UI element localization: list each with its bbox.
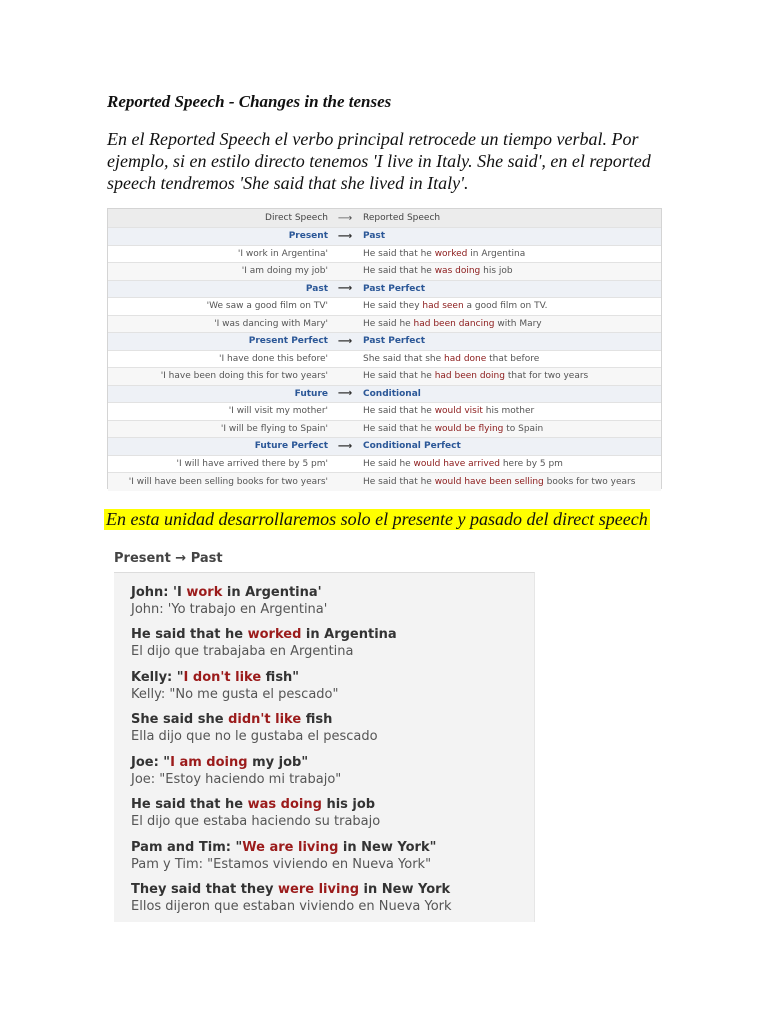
text-part: He said that he (131, 797, 248, 812)
spanish-translation: El dijo que estaba haciendo su trabajo (131, 814, 381, 829)
english-sentence (131, 669, 338, 686)
text-part: his job (480, 266, 513, 277)
verb-highlight: were living (278, 882, 359, 897)
direct-speech-cell: 'I have done this before' (219, 353, 328, 364)
verb-highlight: worked (247, 627, 302, 642)
verb-highlight: We are living (242, 840, 339, 855)
text-part: my job" (247, 755, 309, 770)
text-part: He said that he (131, 627, 248, 642)
arrow-icon: ⟶ (337, 283, 353, 295)
spanish-translation: Kelly: "No me gusta el pescado" (131, 687, 339, 702)
example-item (131, 669, 338, 703)
text-part: a good film on TV. (463, 301, 548, 312)
text-part: John: 'I (131, 585, 187, 600)
text-part: fish" (261, 670, 300, 685)
table-category-row (108, 281, 661, 299)
english-sentence (131, 796, 380, 813)
text-part: his mother (482, 406, 535, 417)
category-reported: Conditional (363, 388, 421, 399)
header-reported-speech: Reported Speech (363, 213, 441, 223)
direct-speech-cell: 'I work in Argentina' (237, 248, 328, 259)
reported-speech-cell (358, 301, 661, 311)
header-direct-speech: Direct Speech (265, 213, 328, 223)
highlighted-note: En esta unidad desarrollaremos solo el presente y pasado del direct speech (106, 509, 648, 529)
text-part: in Argentina' (222, 585, 322, 600)
arrow-icon: ⟶ (337, 388, 353, 400)
reported-speech-cell (358, 319, 661, 329)
example-item (131, 584, 327, 618)
arrow-icon: ⟶ (337, 440, 353, 452)
table-row (108, 421, 661, 439)
reported-speech-cell (358, 266, 661, 276)
category-direct: Future Perfect (254, 441, 328, 452)
direct-speech-cell: 'I have been doing this for two years' (160, 371, 328, 382)
reported-speech-cell (358, 406, 661, 416)
table-category-row (108, 333, 661, 351)
direct-speech-cell: 'I will have been selling books for two years' (128, 476, 328, 487)
spanish-translation: John: 'Yo trabajo en Argentina' (131, 602, 328, 617)
table-row (108, 263, 661, 281)
text-part: He said he (363, 318, 414, 329)
english-sentence (131, 584, 327, 601)
english-sentence (131, 626, 397, 643)
spanish-translation: Joe: "Estoy haciendo mi trabajo" (131, 772, 342, 787)
text-part: books for two years (543, 476, 636, 487)
changed-verb: would be flying (434, 423, 504, 434)
verb-highlight: work (186, 585, 223, 600)
direct-speech-cell: 'I am doing my job' (241, 266, 328, 277)
changed-verb: would have been selling (434, 476, 544, 487)
text-part: He said that he (363, 406, 435, 417)
verb-highlight: I don't like (183, 670, 262, 685)
direct-speech-cell: 'I was dancing with Mary' (214, 318, 328, 329)
table-row (108, 368, 661, 386)
verb-highlight: was doing (247, 797, 322, 812)
text-part: fish (301, 712, 333, 727)
table-row (108, 473, 661, 491)
text-part: his job (321, 797, 376, 812)
text-part: He said they (363, 301, 423, 312)
reported-speech-cell (358, 459, 661, 469)
reported-speech-cell (358, 477, 661, 487)
table-row (108, 456, 661, 474)
text-part: to Spain (503, 423, 544, 434)
changed-verb: worked (434, 248, 468, 259)
changed-verb: had been dancing (413, 318, 495, 329)
example-item (131, 626, 397, 660)
intro-paragraph: En el Reported Speech el verbo principal retrocede un tiempo verbal. Por ejemplo, si en estilo directo tenemos 'I live in Italy. She said', en el reported speech tendremos 'She said that she lived in Italy'. (107, 129, 651, 193)
text-part: She said she (131, 712, 229, 727)
category-reported: Conditional Perfect (363, 441, 461, 452)
category-reported: Past Perfect (363, 336, 426, 347)
spanish-translation: El dijo que trabajaba en Argentina (131, 644, 354, 659)
changed-verb: had done (444, 353, 487, 364)
changed-verb: would have arrived (413, 458, 500, 469)
verb-highlight: didn't like (228, 712, 302, 727)
category-reported: Past Perfect (363, 283, 426, 294)
text-part: that for two years (504, 371, 589, 382)
example-item (131, 754, 341, 788)
text-part: Pam and Tim: " (131, 840, 243, 855)
english-sentence (131, 881, 452, 898)
table-row (108, 351, 661, 369)
reported-speech-cell (358, 354, 661, 364)
text-part: Joe: " (131, 755, 171, 770)
spanish-translation: Ella dijo que no le gustaba el pescado (131, 729, 378, 744)
text-part: He said that he (363, 423, 435, 434)
direct-speech-cell: 'We saw a good film on TV' (206, 301, 328, 312)
text-part: She said that she (363, 353, 445, 364)
spanish-translation: Ellos dijeron que estaban viviendo en Nueva York (131, 899, 452, 914)
text-part: with Mary (494, 318, 542, 329)
verb-highlight: I am doing (170, 755, 248, 770)
text-part: He said that he (363, 371, 435, 382)
example-item (131, 711, 378, 745)
tense-changes-table (107, 208, 662, 489)
text-part: here by 5 pm (499, 458, 563, 469)
text-part: in Argentina (467, 248, 526, 259)
text-part: He said that he (363, 266, 435, 277)
table-row (108, 403, 661, 421)
text-part: in New York" (338, 840, 437, 855)
changed-verb: was doing (434, 266, 481, 277)
example-item (131, 881, 452, 915)
text-part: He said that he (363, 248, 435, 259)
reported-speech-cell (358, 371, 661, 381)
text-part: Kelly: " (131, 670, 184, 685)
arrow-icon: ⟶ (337, 212, 353, 224)
english-sentence (131, 839, 436, 856)
changed-verb: would visit (434, 406, 483, 417)
document-title: Reported Speech - Changes in the tenses (107, 92, 392, 111)
changed-verb: had been doing (434, 371, 505, 382)
table-row (108, 298, 661, 316)
present-past-heading: Present → Past (114, 551, 223, 566)
text-part: They said that they (131, 882, 279, 897)
english-sentence (131, 754, 341, 771)
direct-speech-cell: 'I will visit my mother' (228, 406, 328, 417)
table-row (108, 316, 661, 334)
category-reported: Past (363, 231, 386, 242)
table-row (108, 246, 661, 264)
present-past-examples-box (114, 572, 535, 922)
table-category-row (108, 386, 661, 404)
text-part: in Argentina (301, 627, 397, 642)
arrow-icon: ⟶ (337, 230, 353, 242)
spanish-translation: Pam y Tim: "Estamos viviendo en Nueva York" (131, 857, 432, 872)
text-part: He said he (363, 458, 414, 469)
reported-speech-cell (358, 424, 661, 434)
text-part: that before (486, 353, 540, 364)
example-item (131, 839, 436, 873)
table-category-row (108, 438, 661, 456)
table-category-row (108, 228, 661, 246)
direct-speech-cell: 'I will have arrived there by 5 pm' (176, 458, 328, 469)
category-direct: Present (288, 231, 328, 242)
reported-speech-cell (358, 249, 661, 259)
category-direct: Past (305, 283, 328, 294)
text-part: He said that he (363, 476, 435, 487)
example-item (131, 796, 380, 830)
changed-verb: had seen (422, 301, 464, 312)
arrow-icon: ⟶ (337, 335, 353, 347)
category-direct: Present Perfect (248, 336, 328, 347)
text-part: in New York (359, 882, 451, 897)
english-sentence (131, 711, 378, 728)
direct-speech-cell: 'I will be flying to Spain' (220, 423, 328, 434)
category-direct: Future (294, 388, 328, 399)
table-header-row (108, 209, 661, 228)
